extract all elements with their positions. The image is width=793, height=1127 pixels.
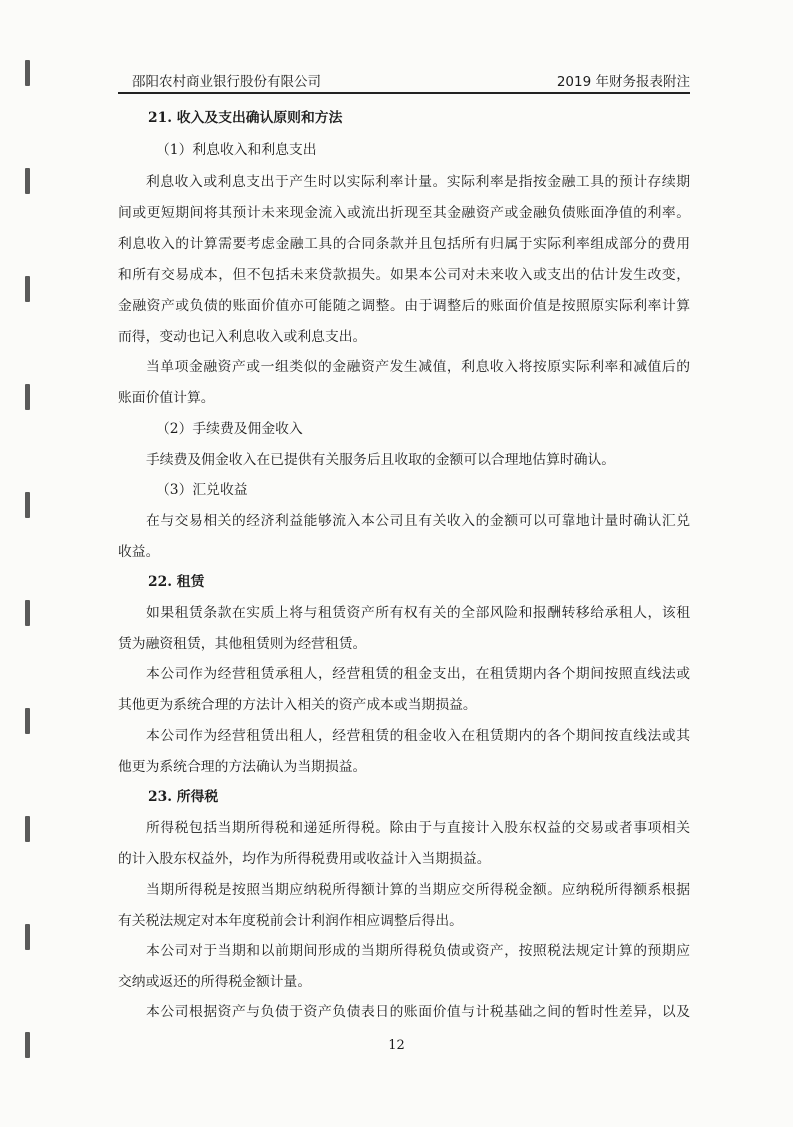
subsection-title: （2）手续费及佣金收入	[156, 421, 303, 437]
binder-hole	[25, 600, 30, 626]
paragraph-line: 金融资产或负债的账面价值亦可能随之调整。由于调整后的账面价值是按照原实际利率计算	[118, 298, 690, 314]
paragraph-line: 当期所得税是按照当期应纳税所得额计算的当期应交所得税金额。应纳税所得额系根据	[146, 882, 690, 898]
page-number: 12	[388, 1038, 405, 1053]
binder-hole	[25, 924, 30, 950]
paragraph-line: 本公司对于当期和以前期间形成的当期所得税负债或资产，按照税法规定计算的预期应	[146, 943, 690, 959]
paragraph-line: 利息收入的计算需要考虑金融工具的合同条款并且包括所有归属于实际利率组成部分的费用	[118, 236, 690, 252]
paragraph-line: 手续费及佣金收入在已提供有关服务后且收取的金额可以合理地估算时确认。	[146, 452, 616, 468]
paragraph-line: 利息收入或利息支出于产生时以实际利率计量。实际利率是指按金融工具的预计存续期	[146, 174, 690, 190]
binder-hole	[25, 492, 30, 518]
subsection-title: （1）利息收入和利息支出	[156, 142, 317, 158]
paragraph-line: 收益。	[118, 544, 160, 560]
paragraph-line: 本公司作为经营租赁出租人，经营租赁的租金收入在租赁期内的各个期间按直线法或其	[146, 728, 690, 744]
report-title: 2019 年财务报表附注	[556, 74, 690, 90]
paragraph-line: 如果租赁条款在实质上将与租赁资产所有权有关的全部风险和报酬转移给承租人，该租	[146, 605, 690, 621]
paragraph-line: 和所有交易成本，但不包括未来贷款损失。如果本公司对未来收入或支出的估计发生改变，	[118, 267, 690, 283]
paragraph-line: 的计入股东权益外，均作为所得税费用或收益计入当期损益。	[118, 851, 491, 867]
page-header	[118, 70, 690, 94]
paragraph-line: 当单项金融资产或一组类似的金融资产发生减值，利息收入将按原实际利率和减值后的	[146, 359, 690, 375]
paragraph-line: 账面价值计算。	[118, 390, 215, 406]
paragraph-line: 交纳或返还的所得税金额计量。	[118, 974, 312, 990]
section-title: 22. 租赁	[148, 574, 205, 590]
binder-hole	[25, 384, 30, 410]
section-title: 23. 所得税	[148, 789, 219, 805]
section-title: 21. 收入及支出确认原则和方法	[148, 110, 343, 126]
paragraph-line: 间或更短期间将其预计未来现金流入或流出折现至其金融资产或金融负债账面净值的利率。	[118, 205, 690, 221]
binder-hole	[25, 816, 30, 842]
paragraph-line: 而得，变动也记入利息收入或利息支出。	[118, 329, 367, 345]
binder-hole	[25, 168, 30, 194]
paragraph-line: 有关税法规定对本年度税前会计利润作相应调整后得出。	[118, 913, 463, 929]
binder-hole	[25, 276, 30, 302]
paragraph-line: 本公司作为经营租赁承租人，经营租赁的租金支出，在租赁期内各个期间按照直线法或	[146, 666, 690, 682]
binder-hole	[25, 708, 30, 734]
paragraph-line: 本公司根据资产与负债于资产负债表日的账面价值与计税基础之间的暂时性差异，以及	[146, 1004, 690, 1020]
subsection-title: （3）汇兑收益	[156, 482, 248, 498]
paragraph-line: 在与交易相关的经济利益能够流入本公司且有关收入的金额可以可靠地计量时确认汇兑	[146, 513, 690, 529]
paragraph-line: 所得税包括当期所得税和递延所得税。除由于与直接计入股东权益的交易或者事项相关	[146, 820, 690, 836]
paragraph-line: 他更为系统合理的方法确认为当期损益。	[118, 759, 367, 775]
company-name: 邵阳农村商业银行股份有限公司	[132, 74, 321, 90]
binder-hole	[25, 60, 30, 86]
paragraph-line: 其他更为系统合理的方法计入相关的资产成本或当期损益。	[118, 697, 477, 713]
paragraph-line: 赁为融资租赁，其他租赁则为经营租赁。	[118, 636, 367, 652]
